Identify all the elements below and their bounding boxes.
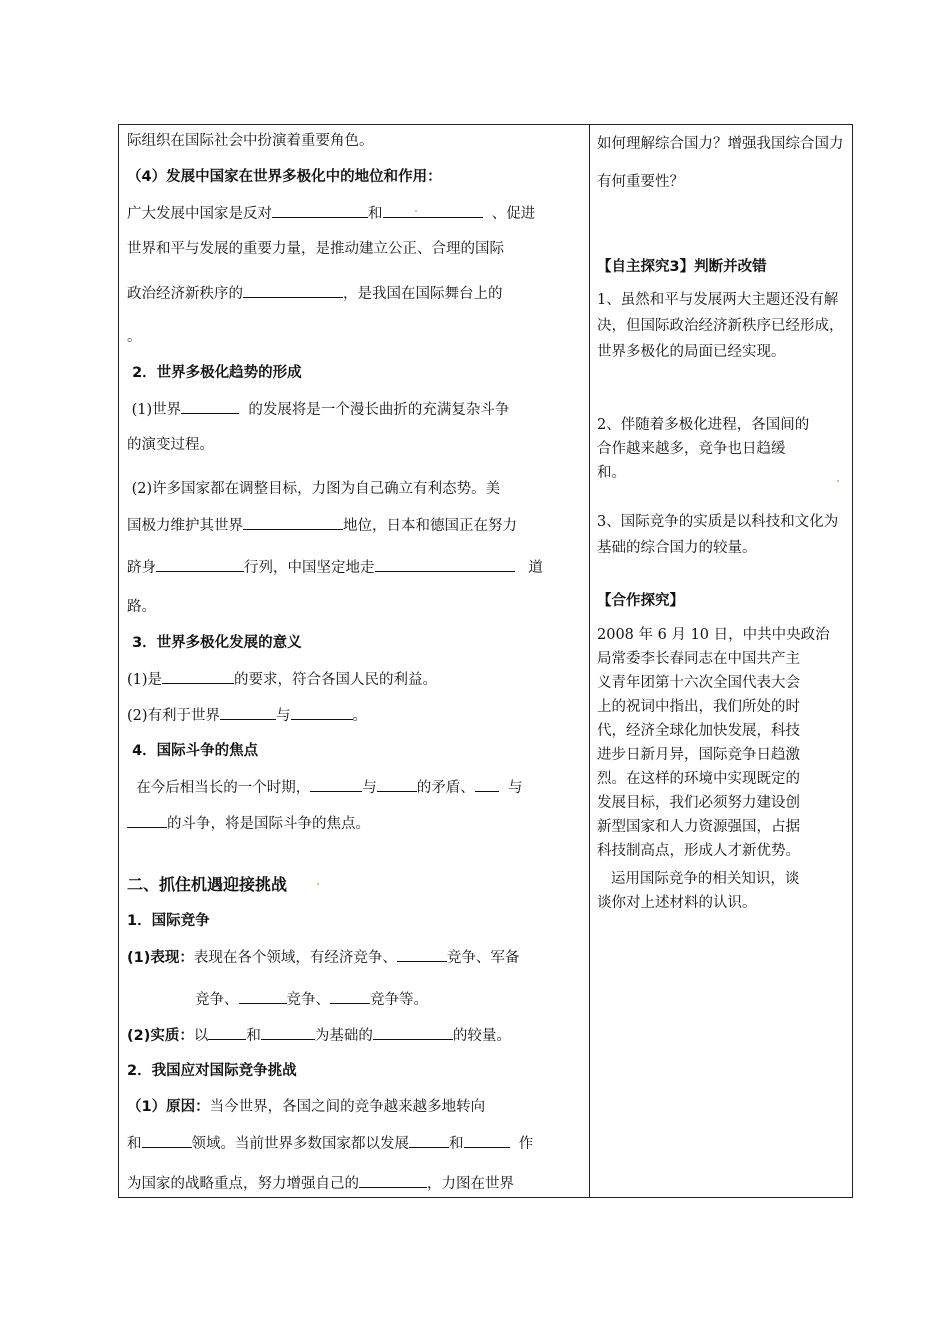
- text-line: 跻身 行列，中国坚定地走 道: [127, 557, 543, 578]
- text-line: 的斗争，将是国际斗争的焦点。: [127, 813, 370, 834]
- text-line: （1）原因：当今世界，各国之间的竞争越来越多地转向: [127, 1099, 486, 1115]
- text-line: (1)表现：表现在各个领域，有经济竞争、 竞争、军备: [127, 947, 519, 968]
- fill-blank[interactable]: [475, 777, 499, 792]
- fill-blank[interactable]: [383, 203, 483, 218]
- fill-blank[interactable]: [239, 989, 287, 1004]
- subheading-developing-countries: （4）发展中国家在世界多极化中的地位和作用：: [127, 169, 442, 185]
- fill-blank[interactable]: [375, 557, 515, 572]
- text-line: 政治经济新秩序的 ，是我国在国际舞台上的: [127, 283, 503, 304]
- scan-speck: [415, 210, 417, 212]
- judgement-item-2-cont: 合作越来越多，竞争也日趋缓: [597, 441, 786, 457]
- fill-blank[interactable]: [142, 1133, 192, 1148]
- text-line: 。: [127, 329, 142, 345]
- heading-significance: 3．世界多极化发展的意义: [132, 635, 302, 651]
- text-line: (1)世界 的发展将是一个漫长曲折的充满复杂斗争: [127, 399, 509, 420]
- fill-blank[interactable]: [330, 989, 370, 1004]
- heading-struggle-focus: 4．国际斗争的焦点: [132, 743, 259, 759]
- fill-blank[interactable]: [397, 947, 447, 962]
- text-line: 路。: [127, 599, 156, 615]
- scan-speck: [837, 480, 839, 482]
- question-comprehensive-power: 如何理解综合国力？增强我国综合国力有何重要性？: [597, 136, 844, 190]
- text-line: 和 领域。当前世界多数国家都以发展 和 作: [127, 1133, 533, 1154]
- fill-blank[interactable]: [261, 1025, 315, 1040]
- worksheet-table: 际组织在国际社会中扮演着重要角色。 （4）发展中国家在世界多极化中的地位和作用： 广大发展中国家是反对 和 、促进 世界和平与发展的重要力量，是推动建立公正、合理的国际 政治经济新秩序的 ，是我国在国际舞台上的 。 2．世界多极化趋势的形成 (1)世界 的发展将是一个漫长曲折的充满复杂斗争 的演变过程。 (2)许多国家都在调整目标，力图为自己确立有利态势。美 国极力维护其世界 地位，日本和德国正在努力 跻身 行列，中国坚定地走 道 路。 3．世界多极化发展的意义 (1)是 的要求，符合各国人民的利益。 (2)有利于世界 与 。 4．国际斗争的焦点 在今后相当长的一个时期， 与 的矛盾、 与 的斗争，将是国际斗争的焦点。 二、抓住机遇迎接挑战 1．国际竞争 (1)表现：表现在各个领域，有经济竞争、 竞争、军备 竞争、 竞争、 竞争等。 (2)实质：以 和 为基础的 的较量。 2．我国应对国际竞争挑战 （1）原因：当今世界，各国之间的竞争越来越多地转向 和 领域。当前世界多数国家都以发展 和 作 为国家的战略重点，努力增强自己的 ，力图在世界 如何理解综合国力？增强我国综合国力有何重要性？ 【自主探究3】判断并改错 1、虽然和平与发展两大主题还没有解决，但国际政治经济新秩序已经形成，世界多极化的局面已经实现。 2、伴随着多极化进程，各国间的 合作越来越多，竞争也日趋缓 和。 3、国际竞争的实质是以科技和文化为基础的综合国力的较量。 【合作探究】 2008 年 6 月 10 日，中共中央政治 局常委李长春同志在中国共产主 义青年团第十六次全国代表大会 上的祝词中指出，我们所处的时 代，经济全球化加快发展，科技 进步日新月异，国际竞争日趋激 烈。在这样的环境中实现既定的 发展目标，我们必须努力建设创 新型国家和人力资源强国，占据 科技制高点，形成人才新优势。 运用国际竞争的相关知识，谈 谈你对上述材料的认识。: [118, 124, 853, 1198]
- heading-cooperative-inquiry: 【合作探究】: [597, 593, 684, 609]
- fill-blank[interactable]: [310, 777, 362, 792]
- fill-blank[interactable]: [243, 283, 343, 298]
- judgement-item-2: 2、伴随着多极化进程，各国间的: [597, 417, 810, 433]
- fill-blank[interactable]: [409, 1133, 449, 1148]
- fill-blank[interactable]: [220, 705, 276, 720]
- text-line: 竞争、 竞争、 竞争等。: [195, 989, 428, 1010]
- section-title: 二、抓住机遇迎接挑战: [127, 875, 288, 894]
- heading-international-competition: 1．国际竞争: [127, 913, 210, 929]
- judgement-item-2-cont: 和。: [597, 465, 626, 481]
- fill-blank[interactable]: [208, 1025, 246, 1040]
- text-line: 国极力维护其世界 地位，日本和德国正在努力: [127, 515, 517, 536]
- fill-blank[interactable]: [272, 203, 368, 218]
- scan-speck: [317, 883, 319, 885]
- text-line: 在今后相当长的一个时期， 与 的矛盾、 与: [127, 777, 522, 798]
- text-line: (2)有利于世界 与 。: [127, 705, 367, 726]
- text-line: (2)许多国家都在调整目标，力图为自己确立有利态势。美: [131, 481, 501, 497]
- text-line: 际组织在国际社会中扮演着重要角色。: [127, 133, 374, 149]
- heading-self-inquiry: 【自主探究3】判断并改错: [597, 259, 767, 275]
- text-line: 的演变过程。: [127, 437, 214, 453]
- fill-blank[interactable]: [156, 557, 244, 572]
- column-divider: [589, 125, 590, 1197]
- judgement-item-3: 3、国际竞争的实质是以科技和文化为基础的综合国力的较量。: [597, 514, 839, 556]
- judgement-item-1: 1、虽然和平与发展两大主题还没有解决，但国际政治经济新秩序已经形成，世界多极化的局面已经实现。: [597, 292, 844, 360]
- fill-blank[interactable]: [291, 705, 353, 720]
- fill-blank[interactable]: [127, 813, 167, 828]
- text-line: 为国家的战略重点，努力增强自己的 ，力图在世界: [127, 1173, 514, 1194]
- fill-blank[interactable]: [377, 777, 417, 792]
- text-line: (2)实质：以 和 为基础的 的较量。: [127, 1025, 511, 1046]
- fill-blank[interactable]: [181, 399, 239, 414]
- text-line: 广大发展中国家是反对 和 、促进: [127, 203, 535, 224]
- heading-china-response: 2．我国应对国际竞争挑战: [127, 1063, 297, 1079]
- heading-multipolar-formation: 2．世界多极化趋势的形成: [132, 365, 302, 381]
- fill-blank[interactable]: [464, 1133, 510, 1148]
- text-line: 世界和平与发展的重要力量，是推动建立公正、合理的国际: [127, 241, 504, 257]
- fill-blank[interactable]: [162, 669, 234, 684]
- fill-blank[interactable]: [243, 515, 343, 530]
- fill-blank[interactable]: [359, 1173, 427, 1188]
- fill-blank[interactable]: [373, 1025, 453, 1040]
- text-line: (1)是 的要求，符合各国人民的利益。: [127, 669, 437, 690]
